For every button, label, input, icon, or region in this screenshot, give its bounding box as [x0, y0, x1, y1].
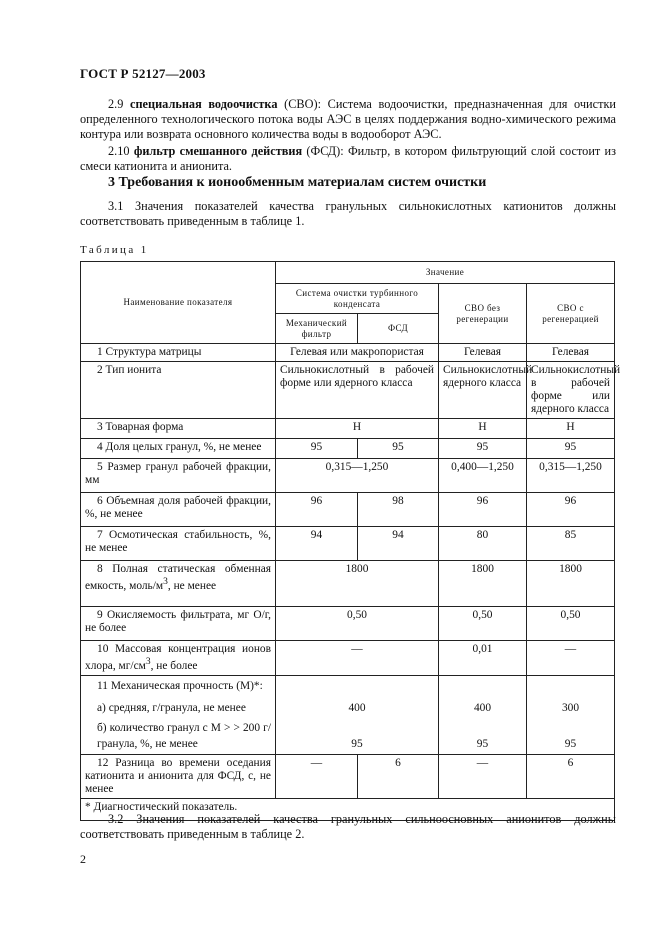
cell-svo-reg: 0,50	[527, 607, 615, 641]
row-name: 2 Тип ионита	[97, 364, 162, 376]
table-row	[81, 561, 615, 607]
cell-svo-no: 0,50	[439, 607, 527, 641]
paragraph-2-10	[80, 144, 616, 174]
table-row	[81, 362, 615, 419]
table-caption: Таблица 1	[80, 244, 149, 256]
paragraph-3-1	[80, 199, 616, 229]
table-row	[81, 607, 615, 641]
value-a: 300	[561, 701, 580, 714]
row-name	[85, 563, 271, 592]
table-1	[80, 261, 621, 821]
superscript: 3	[163, 577, 168, 587]
value-a: 400	[473, 701, 492, 714]
row-name-text: 8 Полная статическая обменная емкость, моль/м	[85, 563, 271, 592]
cell-turbine: 0,50	[276, 607, 439, 641]
header-svo-regen: СВО с регенерацией	[527, 284, 615, 344]
row-name-text: 10 Массовая концентрация ионов хлора, мг/см	[85, 643, 271, 672]
table-row	[81, 493, 615, 527]
cell-svo-no: 80	[439, 527, 527, 561]
table-row	[81, 419, 615, 439]
row-name: 4 Доля целых гранул, %, не менее	[97, 441, 262, 453]
cell-svo-reg: 95	[527, 439, 615, 459]
cell-fsd: 94	[358, 527, 439, 561]
cell-svo-reg: Н	[527, 419, 615, 439]
row-name: 5 Размер гранул рабочей фракции, мм	[85, 461, 271, 486]
term: фильтр смешанного действия	[133, 144, 303, 158]
table-row	[81, 675, 615, 754]
cell-svo-no: Гелевая	[439, 344, 527, 362]
definition: (СВО): Система водоочистки, предназначенная для очистки определенного технологического потока воды АЭС в целях поддержания водно-химического режима контура или возврата основного количества воды в водооборот АЭС.	[80, 97, 617, 141]
table-row	[81, 527, 615, 561]
definition: (ФСД): Фильтр, в котором фильтрующий слой состоит из смеси катионита и анионита.	[80, 144, 616, 173]
row-subname-b: б) количество гранул с М > > 200 г/гранула, %, не менее	[97, 721, 271, 750]
row-name-text: , не менее	[167, 579, 217, 592]
cell-svo-reg: —	[527, 641, 615, 676]
cell-svo-no: 96	[439, 493, 527, 527]
header-mech-filter: Механический фильтр	[276, 314, 358, 344]
paragraph-text: 3.1 Значения показателей качества гранульных сильнокислотных катионитов должны соответствовать приведенным в таблице 1.	[80, 199, 616, 228]
cell-svo-reg: 6	[527, 754, 615, 798]
header-turbine: Система очистки турбинного конденсата	[276, 284, 439, 314]
table-row	[81, 459, 615, 493]
paragraph-2-9	[80, 97, 616, 142]
row-name	[85, 643, 271, 672]
header-name: Наименование показателя	[81, 262, 276, 344]
cell-svo-reg: Сильнокислотный в рабочей форме или ядерного класса	[527, 362, 615, 419]
cell-fsd: 98	[358, 493, 439, 527]
cell-svo-no: 95	[439, 439, 527, 459]
cell-fsd: 95	[358, 439, 439, 459]
cell-turbine: 1800	[276, 561, 439, 607]
document-header: ГОСТ Р 52127—2003	[80, 66, 206, 81]
cell-svo-no	[439, 675, 527, 754]
cell-svo-no: Сильнокислотный ядерного класса	[439, 362, 527, 419]
row-name: 9 Окисляемость фильтрата, мг О/г, не более	[85, 609, 271, 634]
table-row	[81, 754, 615, 798]
cell-svo-no: 0,400—1,250	[439, 459, 527, 493]
cell-svo-reg	[527, 675, 615, 754]
paragraph-text: 3.2 Значения показателей качества гранульных сильноосновных анионитов должны соответствовать приведенным в таблице 2.	[80, 812, 616, 841]
row-subname-a: а) средняя, г/гранула, не менее	[97, 701, 246, 714]
superscript: 3	[145, 657, 151, 667]
cell-turbine: Н	[276, 419, 439, 439]
table-note: * Диагностический показатель.	[81, 798, 615, 820]
cell-turbine: Сильнокислотный в рабочей форме или ядерного класса	[276, 362, 439, 419]
row-name: 6 Объемная доля рабочей фракции, %, не менее	[85, 495, 271, 520]
cell-svo-no: —	[439, 754, 527, 798]
row-name: 1 Структура матрицы	[97, 346, 202, 358]
cell-mech: —	[276, 754, 358, 798]
cell-svo-reg: 0,315—1,250	[527, 459, 615, 493]
cell-turbine: Гелевая или макропористая	[276, 344, 439, 362]
table-row	[81, 344, 615, 362]
para-number: 2.9	[108, 97, 124, 111]
section-heading: 3 Требования к ионообменным материалам систем очистки	[108, 175, 487, 190]
cell-mech: 94	[276, 527, 358, 561]
cell-svo-reg: 96	[527, 493, 615, 527]
page-number: 2	[80, 852, 86, 866]
cell-turbine: —	[276, 641, 439, 676]
cell-mech: 95	[276, 439, 358, 459]
row-name: 7 Осмотическая стабильность, %, не менее	[85, 529, 271, 554]
cell-fsd: 6	[358, 754, 439, 798]
table-row	[81, 641, 615, 676]
table-row	[81, 439, 615, 459]
value-b: 95	[476, 737, 489, 750]
value-b: 95	[351, 737, 363, 750]
paragraph-3-2	[80, 812, 616, 842]
value-b: 95	[564, 737, 577, 750]
row-name: 12 Разница во времени оседания катионита и анионита для ФСД, с, не менее	[85, 756, 271, 795]
cell-svo-no: Н	[439, 419, 527, 439]
header-value: Значение	[276, 262, 615, 284]
row-name: 11 Механическая прочность (М)*:	[97, 679, 263, 692]
row-name-text: , не более	[150, 659, 198, 672]
value-a: 400	[348, 701, 366, 714]
cell-svo-reg: 1800	[527, 561, 615, 607]
cell-mech: 96	[276, 493, 358, 527]
header-svo-no-regen: СВО без регенерации	[439, 284, 527, 344]
cell-turbine: 0,315—1,250	[276, 459, 439, 493]
cell-svo-no: 0,01	[439, 641, 527, 676]
row-name: 3 Товарная форма	[97, 421, 184, 433]
para-number: 2.10	[108, 144, 130, 158]
cell-svo-reg: Гелевая	[527, 344, 615, 362]
cell-svo-no: 1800	[439, 561, 527, 607]
cell-turbine	[276, 675, 439, 754]
term: специальная водоочистка	[130, 97, 278, 111]
header-fsd: ФСД	[358, 314, 439, 344]
cell-svo-reg: 85	[527, 527, 615, 561]
